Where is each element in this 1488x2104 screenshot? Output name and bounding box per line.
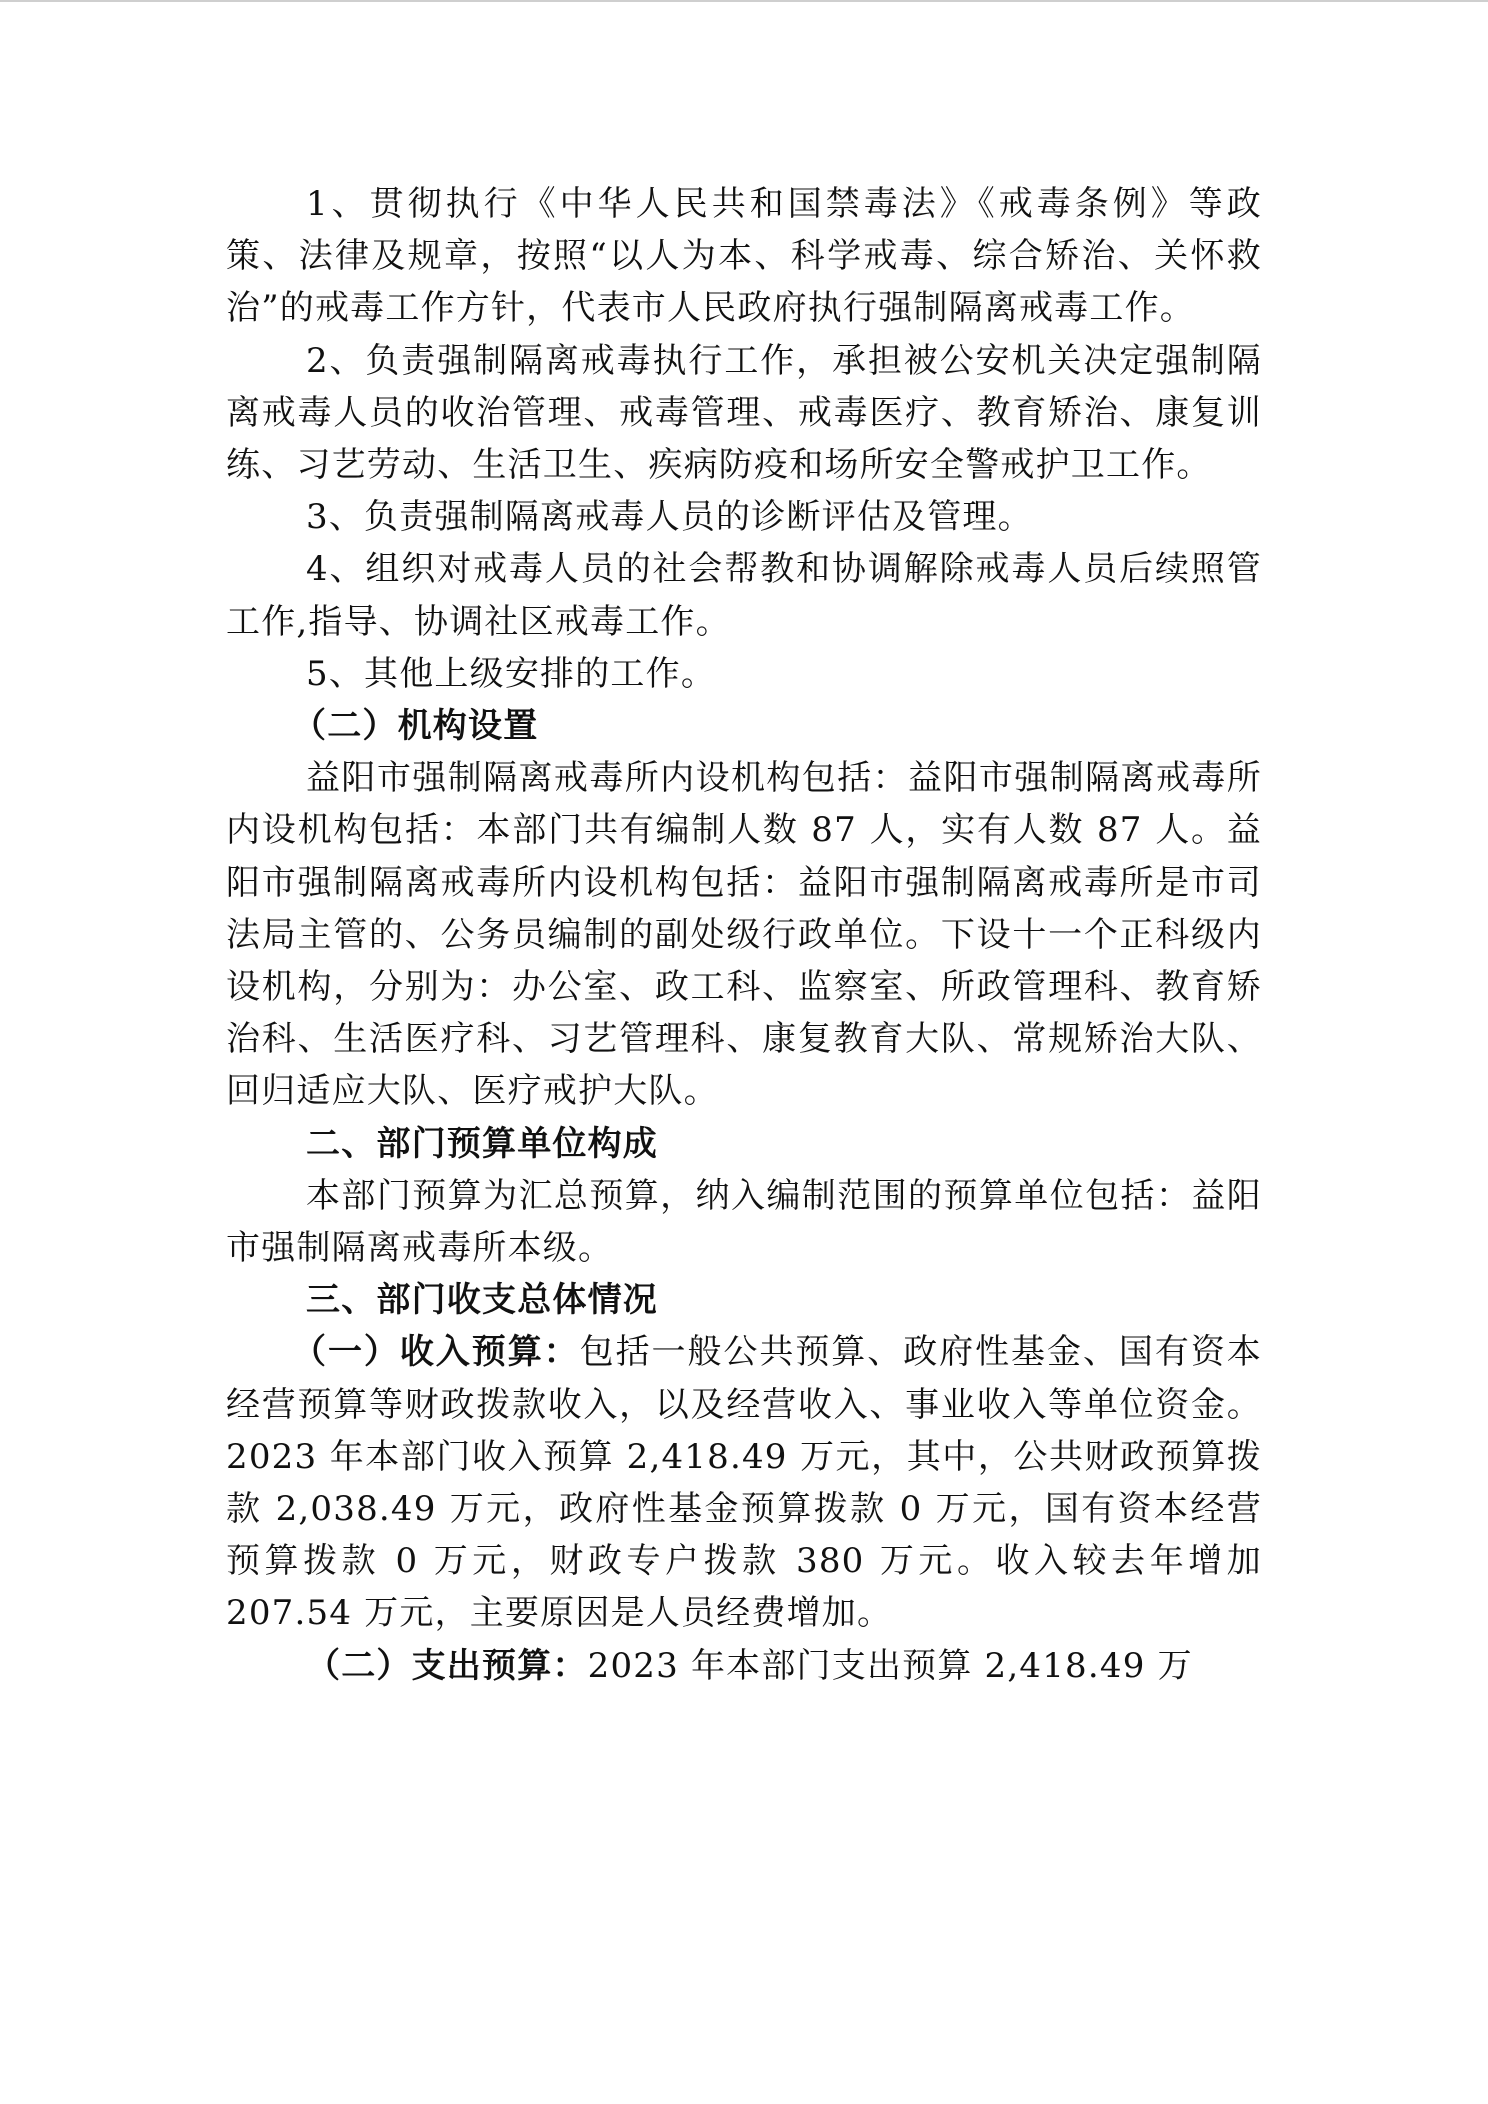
budget-units-paragraph: 本部门预算为汇总预算，纳入编制范围的预算单位包括：益阳市强制隔离戒毒所本级。 <box>226 1175 1262 1269</box>
expense-budget-text: 2023 年本部门支出预算 2,418.49 万 <box>587 1645 1193 1686</box>
document-page <box>226 178 1262 1692</box>
overall-revenue-expenditure-heading: 三、部门收支总体情况 <box>306 1280 658 1321</box>
org-structure-paragraph: 益阳市强制隔离戒毒所内设机构包括：益阳市强制隔离戒毒所内设机构包括：本部门共有编制人数 87 人，实有人数 87 人。益阳市强制隔离戒毒所内设机构包括：益阳市强制隔离戒毒所是市司法局主管的、公务员编制的副处级行政单位。下设十一个正科级内设机构，分别为：办公室、政工科、监察室、所政管理科、教育矫治科、生活医疗科、习艺管理科、康复教育大队、常规矫治大队、回归适应大队、医疗戒护大队。 <box>226 758 1262 1112</box>
org-structure-heading: （二）机构设置 <box>292 706 539 747</box>
expense-budget-paragraph <box>226 1640 1262 1692</box>
income-budget-text: 包括一般公共预算、政府性基金、国有资本经营预算等财政拨款收入，以及经营收入、事业收入等单位资金。2023 年本部门收入预算 2,418.49 万元，其中，公共财政预算拨款 2,038.49 万元，政府性基金预算拨款 0 万元，国有资本经营预算拨款 0 万元，财政专户拨款 380 万元。收入较去年增加 207.54 万元，主要原因是人员经费增加。 <box>226 1332 1262 1634</box>
income-budget-paragraph <box>226 1326 1262 1639</box>
top-border-line <box>0 0 1488 2</box>
income-budget-label: （一）收入预算： <box>292 1332 580 1373</box>
duty-item-1: 1、贯彻执行《中华人民共和国禁毒法》《戒毒条例》等政策、法律及规章，按照“以人为本、科学戒毒、综合矫治、关怀救治”的戒毒工作方针，代表市人民政府执行强制隔离戒毒工作。 <box>226 184 1262 329</box>
duty-item-4: 4、组织对戒毒人员的社会帮教和协调解除戒毒人员后续照管工作,指导、协调社区戒毒工作。 <box>226 549 1262 642</box>
expense-budget-label: （二）支出预算： <box>306 1645 588 1686</box>
duty-item-5: 5、其他上级安排的工作。 <box>306 653 717 694</box>
duty-item-3: 3、负责强制隔离戒毒人员的诊断评估及管理。 <box>306 497 1033 538</box>
budget-units-heading: 二、部门预算单位构成 <box>306 1123 658 1164</box>
duty-item-2: 2、负责强制隔离戒毒执行工作，承担被公安机关决定强制隔离戒毒人员的收治管理、戒毒管理、戒毒医疗、教育矫治、康复训练、习艺劳动、生活卫生、疾病防疫和场所安全警戒护卫工作。 <box>226 340 1262 486</box>
